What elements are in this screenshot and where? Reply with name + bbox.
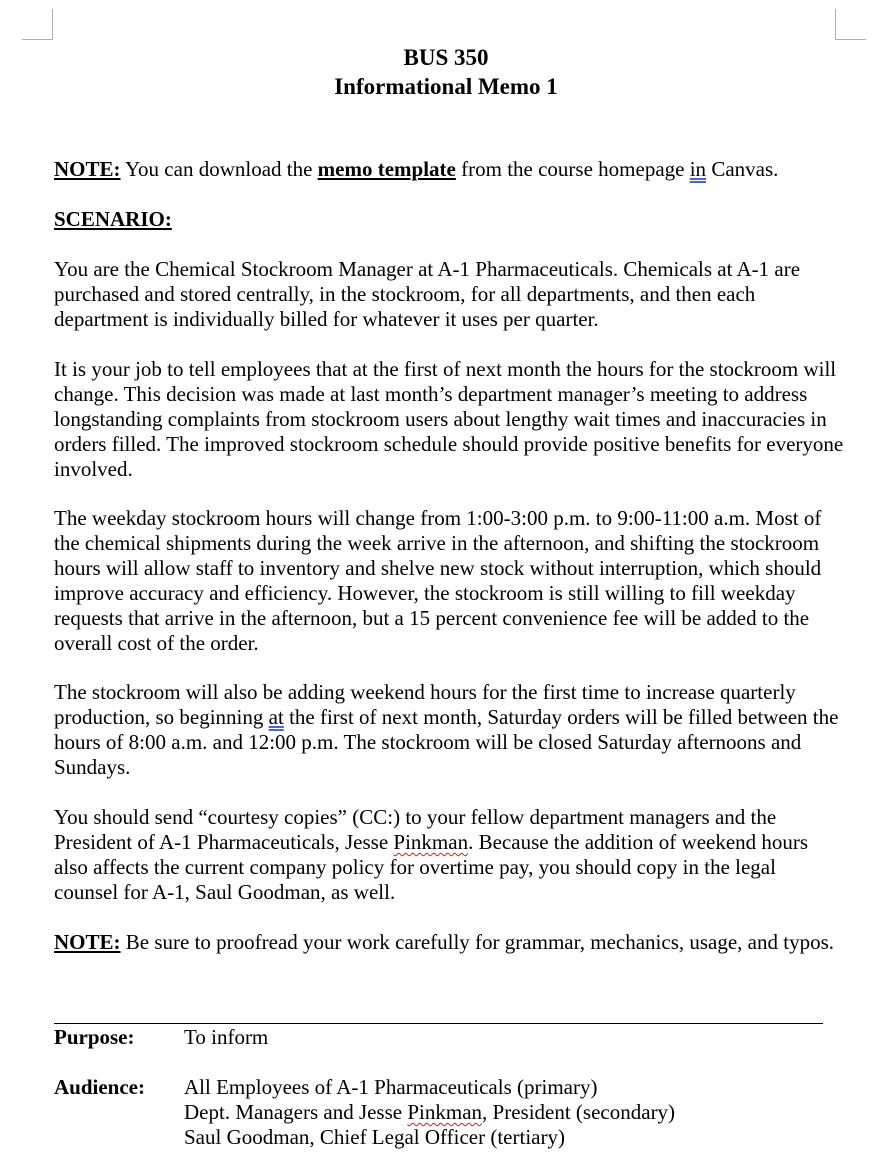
- paragraph-4-text-b: the first of next month, Saturday orders will be filled between the hours of 8:00 a.m. and 12:00 p.m. The stockroom will be closed Saturday afternoons and Sundays.: [54, 705, 839, 779]
- grammar-flagged-word[interactable]: at: [268, 705, 284, 729]
- audience-tertiary: Saul Goodman, Chief Legal Officer (tertiary): [184, 1125, 565, 1149]
- crop-mark-top-left: [22, 9, 53, 40]
- audience-label: Audience:: [54, 1075, 145, 1099]
- note-proofread-text: Be sure to proofread your work carefully for grammar, mechanics, usage, and typos.: [120, 930, 835, 954]
- scenario-heading-text: SCENARIO:: [54, 207, 172, 231]
- scenario-paragraph-1: You are the Chemical Stockroom Manager at A-1 Pharmaceuticals. Chemicals at A-1 are purchased and stored centrally, in the stockroom, for all departments, and then each department is individually billed for whatever it uses per quarter.: [54, 257, 801, 331]
- section-divider: [54, 1023, 823, 1024]
- purpose-value: To inform: [184, 1025, 269, 1049]
- note-template-paragraph: [54, 157, 844, 182]
- note-text-b: from the course homepage: [455, 157, 690, 181]
- scenario-heading: [54, 207, 844, 232]
- spelling-flagged-word[interactable]: Pinkman: [407, 1100, 483, 1124]
- paragraph-5-text-b: . Because the addition of weekend hours also affects the current company policy for overtime pay, you should copy in the legal counsel for A-1, Saul Goodman, as well.: [54, 830, 809, 904]
- course-code: BUS 350: [403, 45, 489, 70]
- note-label: NOTE:: [54, 930, 121, 954]
- audience-secondary: [184, 1100, 675, 1125]
- scenario-paragraph-2: It is your job to tell employees that at the first of next month the hours for the stockroom will change. This decision was made at last month’s department manager’s meeting to address longstanding complaints from stockroom users about lengthy wait times and inaccuracies in orders filled. The improved stockroom schedule should provide positive benefits for everyone involved.: [54, 357, 844, 481]
- purpose-label: Purpose:: [54, 1025, 135, 1049]
- note-text-a: You can download the: [120, 157, 318, 181]
- note-label: NOTE:: [54, 157, 121, 181]
- spelling-flagged-word[interactable]: Pinkman: [393, 830, 469, 854]
- memo-template-link[interactable]: memo template: [317, 157, 456, 181]
- grammar-flagged-word[interactable]: in: [689, 157, 707, 181]
- audience-secondary-text-a: Dept. Managers and Jesse: [184, 1100, 408, 1124]
- audience-secondary-text-b: , President (secondary): [482, 1100, 676, 1124]
- note-text-c: Canvas.: [706, 157, 779, 181]
- scenario-paragraph-4: [54, 680, 844, 780]
- audience-primary: All Employees of A-1 Pharmaceuticals (primary): [184, 1075, 598, 1099]
- document-title: [0, 43, 892, 101]
- scenario-paragraph-3: The weekday stockroom hours will change from 1:00-3:00 p.m. to 9:00-11:00 a.m. Most of the chemical shipments during the week arrive in the afternoon, and shifting the stockroom hours will allow staff to inventory and shelve new stock without interruption, which should improve accuracy and efficiency. However, the stockroom is still willing to fill weekday requests that arrive in the afternoon, but a 15 percent convenience fee will be added to the overall cost of the order.: [54, 506, 822, 655]
- crop-mark-top-right: [835, 9, 866, 40]
- paragraph-4-text-a: The stockroom will also be adding weekend hours for the first time to increase quarterly production, so beginning: [54, 680, 796, 729]
- paragraph-5-text-a: You should send “courtesy copies” (CC:) to your fellow department managers and the President of A-1 Pharmaceuticals, Jesse: [54, 805, 777, 854]
- note-proofread-paragraph: [54, 930, 844, 955]
- assignment-title: Informational Memo 1: [334, 74, 558, 99]
- scenario-paragraph-5: [54, 805, 844, 905]
